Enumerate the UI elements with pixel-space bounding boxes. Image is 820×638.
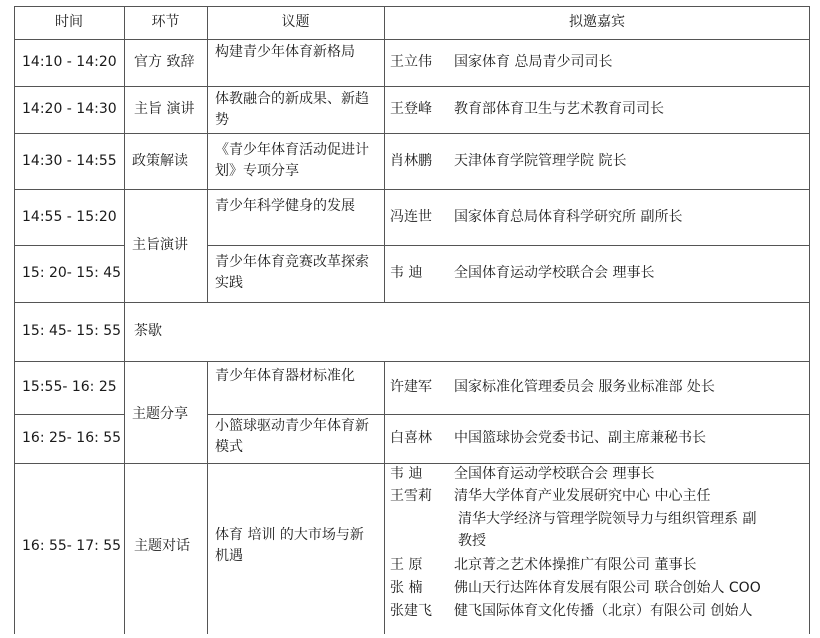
table-rule (207, 414, 810, 415)
merged-segment-theme-share: 主题分享 (132, 406, 188, 422)
row-topic: 体教融合的新成果、新趋势 (215, 91, 369, 128)
table-rule (14, 39, 810, 40)
row-time: 14:30 - 14:55 (22, 153, 117, 169)
row-segment: 官方 致辞 (134, 54, 195, 70)
dialogue-guest-name: 王 原 (390, 557, 423, 573)
table-rule (14, 86, 810, 87)
guest-org: 全国体育运动学校联合会 理事长 (454, 265, 655, 281)
agenda-table (14, 6, 810, 634)
row-topic: 体育 培训 的大市场与新机遇 (215, 527, 364, 564)
row-topic: 构建青少年体育新格局 (215, 44, 355, 60)
dialogue-guest-org: 清华大学经济与管理学院领导力与组织管理系 副 (458, 511, 757, 527)
tea-break: 茶歇 (134, 323, 162, 339)
table-border-left (14, 6, 15, 634)
row-time: 15: 45- 15: 55 (22, 323, 122, 339)
row-time: 14:10 - 14:20 (22, 54, 117, 70)
row-time: 16: 55- 17: 55 (22, 538, 122, 554)
guest-name: 王立伟 (390, 54, 432, 70)
guest-name: 许建军 (390, 379, 432, 395)
row-topic: 青少年科学健身的发展 (215, 198, 355, 214)
dialogue-guest-name: 韦 迪 (390, 466, 423, 482)
table-rule (14, 302, 810, 303)
dialogue-guest-org: 北京菁之艺术体操推广有限公司 董事长 (454, 557, 697, 573)
dialogue-guest-name: 张 楠 (390, 580, 423, 596)
table-border-right (809, 6, 810, 634)
row-segment: 主旨 演讲 (134, 101, 195, 117)
row-topic: 小篮球驱动青少年体育新模式 (215, 418, 369, 455)
dialogue-guest-name: 张建飞 (390, 603, 432, 619)
guest-org: 国家体育总局体育科学研究所 副所长 (454, 209, 683, 225)
dialogue-guest-name: 王雪莉 (390, 488, 432, 504)
row-topic: 青少年体育器材标准化 (215, 368, 355, 384)
row-segment: 主题对话 (134, 538, 190, 554)
table-rule (14, 133, 810, 134)
row-time: 14:20 - 14:30 (22, 101, 117, 117)
header-segment: 环节 (151, 14, 180, 30)
row-time: 16: 25- 16: 55 (22, 430, 122, 446)
dialogue-guest-org: 教授 (458, 533, 486, 549)
table-rule (207, 245, 810, 246)
row-time: 14:55 - 15:20 (22, 209, 117, 225)
col-divider (124, 6, 125, 634)
dialogue-guest-org: 清华大学体育产业发展研究中心 中心主任 (454, 488, 711, 504)
dialogue-guest-org: 健飞国际体育文化传播（北京）有限公司 创始人 (454, 603, 753, 619)
guest-name: 白喜林 (390, 430, 432, 446)
header-guests: 拟邀嘉宾 (569, 14, 625, 30)
header-topic: 议题 (281, 14, 310, 30)
header-time: 时间 (55, 14, 83, 30)
table-rule (14, 189, 810, 190)
row-time: 15:55- 16: 25 (22, 379, 117, 395)
row-segment: 政策解读 (132, 153, 188, 169)
guest-org: 中国篮球协会党委书记、副主席兼秘书长 (454, 430, 706, 446)
col-divider (384, 361, 385, 634)
dialogue-guest-org: 佛山天行达阵体育发展有限公司 联合创始人 COO (454, 580, 761, 596)
table-rule (14, 414, 124, 415)
col-divider (207, 6, 208, 302)
guest-name: 冯连世 (390, 209, 432, 225)
col-divider (384, 6, 385, 302)
table-rule (14, 361, 810, 362)
row-time: 15: 20- 15: 45 (22, 265, 122, 281)
row-topic: 《青少年体育活动促进计划》专项分享 (215, 142, 369, 179)
guest-name: 韦 迪 (390, 265, 423, 281)
dialogue-guest-org: 全国体育运动学校联合会 理事长 (454, 466, 655, 482)
guest-org: 教育部体育卫生与艺术教育司司长 (454, 101, 664, 117)
guest-org: 国家标准化管理委员会 服务业标准部 处长 (454, 379, 715, 395)
table-border-top (14, 6, 810, 7)
table-rule (14, 245, 124, 246)
guest-org: 天津体育学院管理学院 院长 (454, 153, 627, 169)
row-topic: 青少年体育竞赛改革探索实践 (215, 254, 369, 291)
guest-name: 王登峰 (390, 101, 432, 117)
col-divider (207, 361, 208, 634)
merged-segment-keynote: 主旨演讲 (132, 237, 188, 253)
guest-name: 肖林鹏 (390, 153, 432, 169)
guest-org: 国家体育 总局青少司司长 (454, 54, 613, 70)
